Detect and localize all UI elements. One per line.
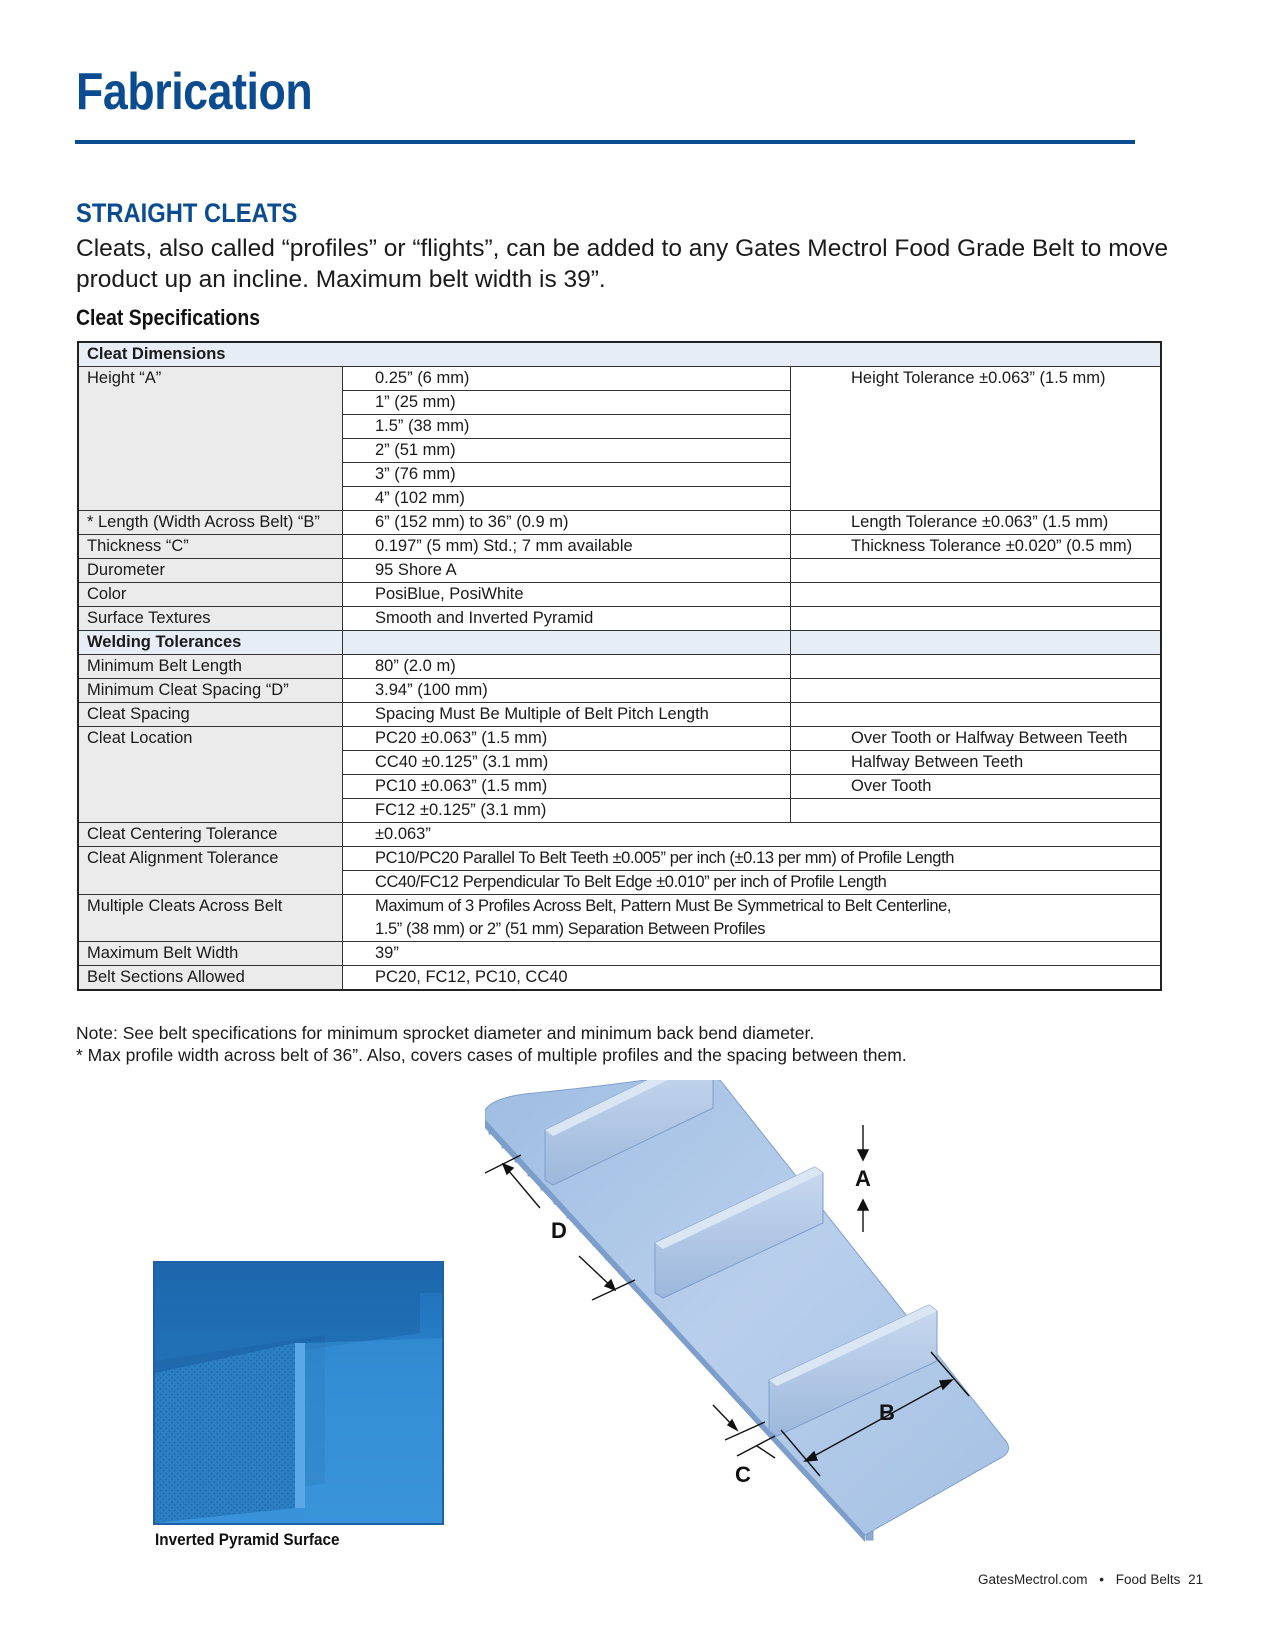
photo-caption: Inverted Pyramid Surface <box>155 1530 340 1549</box>
row-label: Belt Sections Allowed <box>78 966 343 991</box>
row-label: Cleat Spacing <box>78 703 343 727</box>
spec-heading: Cleat Specifications <box>76 305 260 330</box>
table-row <box>78 607 1161 631</box>
row-value: 1” (25 mm) <box>343 391 791 415</box>
row-note: Over Tooth or Halfway Between Teeth <box>791 727 1162 751</box>
cleated-belt-diagram <box>485 1080 1075 1560</box>
table-row <box>78 655 1161 679</box>
table-row <box>78 559 1161 583</box>
row-note: Length Tolerance ±0.063” (1.5 mm) <box>791 511 1162 535</box>
page-footer <box>978 1572 1203 1587</box>
row-label: Cleat Location <box>78 727 343 823</box>
band-cleat-dimensions: Cleat Dimensions <box>78 342 1161 367</box>
row-value: 4” (102 mm) <box>343 487 791 511</box>
title-rule <box>75 140 1135 144</box>
label-c: C <box>735 1462 751 1487</box>
row-note <box>791 559 1162 583</box>
table-row <box>78 583 1161 607</box>
row-value: 1.5” (38 mm) <box>343 415 791 439</box>
section-heading: STRAIGHT CLEATS <box>76 198 298 228</box>
row-value: 39” <box>343 942 1162 966</box>
footer-section: Food Belts <box>1115 1572 1181 1587</box>
row-value: CC40 ±0.125” (3.1 mm) <box>343 751 791 775</box>
row-label: Durometer <box>78 559 343 583</box>
table-row <box>78 511 1161 535</box>
row-value: 0.25” (6 mm) <box>343 367 791 391</box>
row-note <box>791 583 1162 607</box>
row-label: Cleat Alignment Tolerance <box>78 847 343 895</box>
row-label: Thickness “C” <box>78 535 343 559</box>
footer-page-number: 21 <box>1188 1572 1204 1587</box>
row-value: 3” (76 mm) <box>343 463 791 487</box>
row-note: Over Tooth <box>791 775 1162 799</box>
band-cell <box>343 631 791 655</box>
footnotes <box>76 1022 907 1066</box>
row-value: PosiBlue, PosiWhite <box>343 583 791 607</box>
row-value: 80” (2.0 m) <box>343 655 791 679</box>
row-value: 2” (51 mm) <box>343 439 791 463</box>
table-row <box>78 703 1161 727</box>
table-row <box>78 679 1161 703</box>
row-value: Spacing Must Be Multiple of Belt Pitch Length <box>343 703 791 727</box>
row-label: Color <box>78 583 343 607</box>
footer-site[interactable]: GatesMectrol.com <box>978 1572 1088 1587</box>
row-value: 95 Shore A <box>343 559 791 583</box>
row-value: 1.5” (38 mm) or 2” (51 mm) Separation Between Profiles <box>343 918 1162 942</box>
table-row <box>78 535 1161 559</box>
row-label: Height “A” <box>78 367 343 511</box>
row-value: PC10 ±0.063” (1.5 mm) <box>343 775 791 799</box>
row-value: FC12 ±0.125” (3.1 mm) <box>343 799 791 823</box>
row-value: 6” (152 mm) to 36” (0.9 m) <box>343 511 791 535</box>
label-d: D <box>551 1218 567 1243</box>
table-row <box>78 631 1161 655</box>
footnote-note: Note: See belt specifications for minimum sprocket diameter and minimum back bend diameter. <box>76 1023 815 1043</box>
row-label: Cleat Centering Tolerance <box>78 823 343 847</box>
row-note: Height Tolerance ±0.063” (1.5 mm) <box>791 367 1162 511</box>
page-title: Fabrication <box>76 63 313 121</box>
label-b: B <box>879 1400 895 1425</box>
row-note <box>791 703 1162 727</box>
intro-text: Cleats, also called “profiles” or “flights”, can be added to any Gates Mectrol Food Grade Belt to move product up an incline. Maximum belt width is 39”. <box>76 235 1169 293</box>
row-label: Minimum Cleat Spacing “D” <box>78 679 343 703</box>
table-row <box>78 942 1161 966</box>
table-row <box>78 823 1161 847</box>
row-value: 3.94” (100 mm) <box>343 679 791 703</box>
row-label: Maximum Belt Width <box>78 942 343 966</box>
inverted-pyramid-photo <box>153 1261 444 1525</box>
row-value: Smooth and Inverted Pyramid <box>343 607 791 631</box>
row-note: Halfway Between Teeth <box>791 751 1162 775</box>
row-label: Surface Textures <box>78 607 343 631</box>
row-label: Multiple Cleats Across Belt <box>78 895 343 942</box>
row-label: * Length (Width Across Belt) “B” <box>78 511 343 535</box>
table-row <box>78 895 1161 919</box>
row-note: Thickness Tolerance ±0.020” (0.5 mm) <box>791 535 1162 559</box>
row-value: 0.197” (5 mm) Std.; 7 mm available <box>343 535 791 559</box>
row-label: Minimum Belt Length <box>78 655 343 679</box>
row-value: PC20 ±0.063” (1.5 mm) <box>343 727 791 751</box>
band-cell <box>791 631 1162 655</box>
row-value: Maximum of 3 Profiles Across Belt, Pattern Must Be Symmetrical to Belt Centerline, <box>343 895 1162 919</box>
band-welding-tolerances: Welding Tolerances <box>78 631 343 655</box>
row-note <box>791 655 1162 679</box>
row-value: PC20, FC12, PC10, CC40 <box>343 966 1162 991</box>
row-value: PC10/PC20 Parallel To Belt Teeth ±0.005” per inch (±0.13 per mm) of Profile Length <box>343 847 1162 871</box>
row-value: CC40/FC12 Perpendicular To Belt Edge ±0.010” per inch of Profile Length <box>343 871 1162 895</box>
cleat-spec-table <box>77 341 1162 991</box>
table-row <box>78 847 1161 871</box>
row-note <box>791 799 1162 823</box>
inverted-pyramid-illustration <box>155 1263 442 1523</box>
table-row <box>78 727 1161 751</box>
row-note <box>791 607 1162 631</box>
footer-separator: • <box>1099 1572 1105 1587</box>
footnote-max-profile: * Max profile width across belt of 36”. Also, covers cases of multiple profiles and the spacing between them. <box>76 1045 907 1065</box>
row-note <box>791 679 1162 703</box>
table-row <box>78 342 1161 367</box>
label-a: A <box>855 1166 871 1191</box>
table-row <box>78 367 1161 391</box>
row-value: ±0.063” <box>343 823 1162 847</box>
table-row <box>78 966 1161 991</box>
